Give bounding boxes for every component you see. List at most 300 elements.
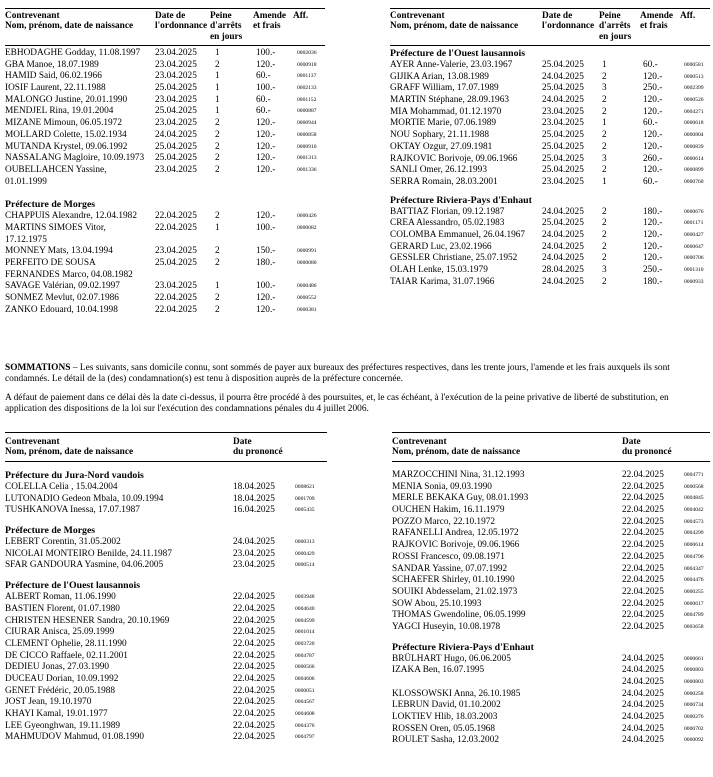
table-row <box>392 517 710 529</box>
row-peine: 2 <box>602 165 607 176</box>
row-date: 25.04.2025 <box>542 130 584 141</box>
row-aff: 0001152 <box>297 96 317 103</box>
table-header <box>5 437 327 461</box>
row-name: MUTANDA Krystel, 09.06.1992 <box>5 141 128 152</box>
row-name: MALONGO Justine, 20.01.1990 <box>5 94 128 105</box>
row-aff: 0008621 <box>295 484 315 490</box>
row-name: RAJKOVIC Borivoje, 09.06.1966 <box>392 540 520 551</box>
row-aff: 0000839 <box>684 143 704 150</box>
row-peine: 3 <box>602 265 607 275</box>
row-aff: 0004299 <box>684 530 704 537</box>
row-aff: 0000676 <box>684 208 704 215</box>
table-row <box>5 48 325 60</box>
row-aff: 0000568 <box>684 483 704 490</box>
row-date: 25.04.2025 <box>155 141 197 152</box>
spacer <box>5 188 325 199</box>
row-amende: 120.- <box>256 293 276 304</box>
table-row <box>5 674 327 686</box>
row-amende: 250.- <box>643 83 663 94</box>
row-name: CHAPPUIS Alexandre, 12.04.1982 <box>5 211 137 222</box>
row-date: 24.04.2025 <box>542 95 584 106</box>
row-amende: 180.- <box>643 206 663 217</box>
row-amende: 150.- <box>256 246 276 257</box>
table-row <box>390 265 710 277</box>
row-name: LEE Gyeonghwan, 19.11.1989 <box>5 720 121 731</box>
row-date: 23.04.2025 <box>233 548 275 559</box>
top-right-table <box>390 8 710 288</box>
row-amende: 100.- <box>256 48 276 58</box>
row-date: 22.04.2025 <box>622 610 664 621</box>
row-date: 25.04.2025 <box>542 165 584 176</box>
row-date: 18.04.2025 <box>233 493 275 504</box>
row-name: SANDAR Yassine, 07.07.1992 <box>392 563 508 574</box>
row-aff: 0001171 <box>684 220 704 227</box>
row-aff: 0002399 <box>684 85 704 92</box>
table-row <box>392 482 710 494</box>
row-aff: 0004771 <box>684 472 704 478</box>
row-name: SFAR GANDOURA Yasmine, 04.06.2005 <box>5 560 164 571</box>
table-row <box>5 305 325 317</box>
table-row <box>390 242 710 254</box>
header-date: Date de l'ordonnance <box>155 11 208 32</box>
table-row <box>5 106 325 118</box>
row-date: 24.04.2025 <box>542 241 584 252</box>
row-aff: 0000918 <box>297 61 317 68</box>
row-date: 23.04.2025 <box>542 118 584 129</box>
section-title-ouest: Préfecture de l'Ouest lausannois <box>5 580 141 592</box>
row-aff: 0001014 <box>295 629 315 636</box>
row-name: BATTIAZ Florian, 09.12.1987 <box>390 206 505 217</box>
row-date: 23.04.2025 <box>155 48 197 58</box>
row-name: CLEMENT Ophelie, 28.11.1990 <box>5 638 127 649</box>
row-peine: 1 <box>215 71 220 82</box>
row-name: NOU Sophary, 21.11.1988 <box>390 130 489 141</box>
table-row <box>392 622 710 634</box>
table-row <box>392 654 710 666</box>
row-peine: 3 <box>602 83 607 94</box>
row-name: SAVAGE Valérian, 09.02.1997 <box>5 281 120 292</box>
table-row <box>392 665 710 688</box>
row-aff: 0000381 <box>297 306 317 313</box>
row-aff: 0000426 <box>297 213 317 220</box>
row-aff: 0000933 <box>684 278 704 285</box>
row-aff: 0000899 <box>684 167 704 174</box>
row-date: 25.04.2025 <box>542 218 584 229</box>
row-aff: 0000803 <box>684 667 704 674</box>
row-name: GESSLER Christiane, 25.07.1952 <box>390 253 518 264</box>
table-row <box>5 505 327 517</box>
row-date: 23.04.2025 <box>155 71 197 82</box>
table-row <box>5 709 327 721</box>
table-header <box>392 437 710 461</box>
row-date: 24.04.2025 <box>622 700 664 711</box>
header-aff: Aff. <box>680 11 696 21</box>
row-name: SANLI Omer, 26.12.1993 <box>390 165 487 176</box>
row-name: COLELLA Celia , 15.04.2004 <box>5 482 118 492</box>
row-date: 23.04.2025 <box>155 59 197 70</box>
table-row <box>5 95 325 107</box>
row-date: 22.04.2025 <box>233 673 275 684</box>
row-amende: 60.- <box>643 118 658 129</box>
row-peine: 2 <box>215 141 220 152</box>
row-name: JOST Jean, 19.10.1970 <box>5 697 92 708</box>
row-amende: 60.- <box>643 176 658 187</box>
row-date: 22.04.2025 <box>622 563 664 574</box>
row-aff: 0004787 <box>295 652 315 659</box>
row-date: 23.04.2025 <box>155 281 197 292</box>
row-date: 24.04.2025 <box>542 276 584 287</box>
row-amende: 120.- <box>643 71 663 82</box>
row-amende: 260.- <box>643 153 663 164</box>
table-body <box>5 462 327 744</box>
row-aff: 0005435 <box>295 507 315 514</box>
bottom-left-table <box>5 432 327 744</box>
row-amende: 120.- <box>256 153 276 164</box>
row-peine: 1 <box>602 60 607 70</box>
spacer <box>392 634 710 642</box>
row-name: OKTAY Ozgur, 27.09.1981 <box>390 141 493 152</box>
table-row <box>5 651 327 663</box>
row-amende: 120.- <box>643 165 663 176</box>
row-name: SOUIKI Abdesselam, 21.02.1973 <box>392 586 518 597</box>
row-name: MARTINS SIMOES Vitor, 17.12.1975 <box>5 222 106 245</box>
row-peine: 1 <box>215 222 220 233</box>
table-row <box>5 118 325 130</box>
header-date: Date du prononcé <box>233 437 283 458</box>
table-row <box>392 552 710 564</box>
row-name: ROSSI Francesco, 09.08.1971 <box>392 551 505 562</box>
row-date: 22.04.2025 <box>622 540 664 551</box>
table-body <box>390 46 710 288</box>
table-row <box>392 724 710 736</box>
row-name: KLOSSOWSKI Anna, 26.10.1985 <box>392 688 521 699</box>
row-peine: 3 <box>602 153 607 164</box>
row-name: MORTIE Marie, 07.06.1989 <box>390 118 497 129</box>
table-row <box>5 293 325 305</box>
row-date: 23.04.2025 <box>155 246 197 257</box>
row-aff: 0000258 <box>684 690 704 697</box>
row-aff: 0004271 <box>684 108 704 115</box>
row-peine: 1 <box>602 176 607 187</box>
row-name: YAGCI Huseyin, 10.08.1978 <box>392 621 501 632</box>
row-aff: 0000427 <box>684 231 704 238</box>
row-name: MENDJEL Rina, 19.01.2004 <box>5 106 114 117</box>
header-amende: Amende et frais <box>640 11 674 32</box>
section-title-morges: Préfecture de Morges <box>5 525 96 537</box>
row-date: 22.04.2025 <box>622 575 664 586</box>
row-name: SOW Abou, 25.10.1993 <box>392 598 482 609</box>
row-amende: 60.- <box>643 60 658 70</box>
table-row <box>5 153 325 165</box>
row-date: 24.04.2025 <box>622 735 664 746</box>
table-row <box>390 83 710 95</box>
row-name: CHRISTEN HESENER Sandra, 20.10.1969 <box>5 615 170 626</box>
row-peine: 2 <box>602 253 607 264</box>
row-aff: 0000276 <box>684 714 704 721</box>
row-peine: 2 <box>215 59 220 70</box>
bottom-right-table <box>392 432 710 747</box>
row-name: POZZO Marco, 22.10.1972 <box>392 516 496 527</box>
row-date: 22.04.2025 <box>233 662 275 673</box>
row-aff: 0004476 <box>684 577 704 584</box>
row-name: CIURAR Anisca, 25.09.1999 <box>5 627 115 638</box>
table-row <box>5 165 325 188</box>
row-aff: 0002133 <box>297 85 317 92</box>
table-row <box>392 700 710 712</box>
row-aff: 0000661 <box>684 655 704 662</box>
row-aff: 0002036 <box>297 50 317 56</box>
row-aff: 0000513 <box>684 73 704 80</box>
row-aff: 0004796 <box>684 553 704 560</box>
row-name: MARZOCCHINI Nina, 31.12.1993 <box>392 470 525 480</box>
row-peine: 2 <box>215 293 220 304</box>
row-date: 22.04.2025 <box>622 621 664 632</box>
row-name: SERRA Romain, 28.03.2001 <box>390 176 498 187</box>
row-peine: 1 <box>215 94 220 105</box>
row-date-2: 24.04.2025 <box>622 677 664 687</box>
row-aff: 0000991 <box>297 248 317 255</box>
table-row <box>390 60 710 72</box>
row-date: 24.04.2025 <box>622 653 664 664</box>
row-amende: 120.- <box>256 211 276 222</box>
row-name: IOSIF Laurent, 22.11.1988 <box>5 83 106 94</box>
row-name: MAHMUDOV Mahmud, 01.08.1990 <box>5 732 145 743</box>
row-peine: 2 <box>602 141 607 152</box>
table-row <box>5 494 327 506</box>
row-name: GBA Manoe, 18.07.1989 <box>5 59 99 70</box>
table-row <box>392 735 710 747</box>
row-aff: 0004608 <box>295 711 315 717</box>
row-aff: 0000051 <box>295 687 315 694</box>
table-row <box>390 142 710 154</box>
row-date: 22.04.2025 <box>622 470 664 480</box>
row-name: OLAH Lenke, 15.03.1979 <box>390 265 488 275</box>
row-peine: 2 <box>602 71 607 82</box>
row-aff: 0000647 <box>684 243 704 250</box>
spacer <box>5 572 327 580</box>
row-aff: 0004606 <box>295 675 315 682</box>
row-date: 23.04.2025 <box>233 560 275 571</box>
table-row <box>5 697 327 709</box>
row-amende: 60.- <box>256 94 271 105</box>
row-amende: 120.- <box>643 229 663 240</box>
row-aff: 0001310 <box>684 267 704 273</box>
row-peine: 2 <box>215 129 220 140</box>
row-aff: 0001313 <box>297 155 317 162</box>
row-date: 18.04.2025 <box>233 482 275 492</box>
row-date: 22.04.2025 <box>233 615 275 626</box>
row-date: 22.04.2025 <box>233 627 275 638</box>
row-amende: 120.- <box>256 141 276 152</box>
table-row <box>5 223 325 246</box>
table-row <box>390 230 710 242</box>
table-row <box>390 165 710 177</box>
table-row <box>5 211 325 223</box>
row-name: KHAYI Kamal, 19.01.1977 <box>5 709 108 719</box>
table-row <box>390 277 710 289</box>
row-aff: 0000092 <box>684 737 704 744</box>
row-aff: 0000706 <box>684 255 704 262</box>
table-row <box>390 107 710 119</box>
row-name: MIA Mohammad, 01.12.1970 <box>390 106 502 117</box>
row-date: 25.04.2025 <box>155 153 197 164</box>
row-aff: 0000526 <box>684 97 704 104</box>
row-peine: 1 <box>215 106 220 117</box>
header-aff: Aff. <box>293 11 309 21</box>
row-amende: 120.- <box>256 129 276 140</box>
row-aff: 0004376 <box>295 722 315 729</box>
row-name: LUTONADIO Gedeon Mbala, 10.09.1994 <box>5 493 164 504</box>
row-date: 22.04.2025 <box>622 586 664 597</box>
table-row <box>392 564 710 576</box>
table-row <box>392 470 710 482</box>
table-row <box>5 616 327 628</box>
row-amende: 120.- <box>256 164 276 175</box>
row-name: TUSHKANOVA Inessa, 17.07.1987 <box>5 505 140 516</box>
table-row <box>390 207 710 219</box>
table-row <box>5 142 325 154</box>
row-date: 25.04.2025 <box>542 141 584 152</box>
row-amende: 120.- <box>256 118 276 129</box>
row-amende: 120.- <box>643 130 663 141</box>
row-name: BRÜLHART Hugo, 06.06.2005 <box>392 653 511 664</box>
row-aff: 0001137 <box>297 73 317 80</box>
row-amende: 180.- <box>256 258 276 269</box>
row-aff: 0000080 <box>297 260 317 267</box>
row-name: GENET Frédéric, 20.05.1988 <box>5 685 116 696</box>
table-body <box>392 462 710 747</box>
row-name: GERARD Luc, 23.02.1966 <box>390 241 492 252</box>
table-row <box>392 610 710 622</box>
row-aff: 0000614 <box>684 155 704 162</box>
table-row <box>390 253 710 265</box>
row-date: 22.04.2025 <box>622 528 664 539</box>
row-aff: 0000255 <box>684 588 704 595</box>
row-name: RAJKOVIC Borivoje, 09.06.1966 <box>390 153 518 164</box>
section-title-jura: Préfecture du Jura-Nord vaudois <box>5 470 144 481</box>
row-aff: 0004567 <box>295 699 315 706</box>
row-aff: 0000429 <box>295 550 315 557</box>
row-aff: 0000552 <box>297 295 317 302</box>
sommations-title: SOMMATIONS <box>5 363 71 373</box>
row-peine: 2 <box>215 118 220 129</box>
row-date: 24.04.2025 <box>155 129 197 140</box>
row-aff: 0000702 <box>684 725 704 732</box>
row-name: THOMAS Gwendoline, 06.05.1999 <box>392 610 526 621</box>
row-peine: 2 <box>215 304 220 315</box>
row-date: 23.04.2025 <box>542 106 584 117</box>
row-date: 22.04.2025 <box>233 720 275 731</box>
row-name: LEBRUN David, 01.10.2002 <box>392 700 501 711</box>
row-date: 22.04.2025 <box>622 493 664 504</box>
row-aff: 0000734 <box>684 702 704 709</box>
row-aff: 0004042 <box>684 507 704 514</box>
row-peine: 2 <box>602 241 607 252</box>
table-row <box>5 604 327 616</box>
row-name: BASTIEN Florent, 01.07.1980 <box>5 603 120 614</box>
table-row <box>392 493 710 505</box>
row-name: MONNEY Mats, 13.04.1994 <box>5 246 113 257</box>
table-row <box>5 130 325 142</box>
row-date: 25.04.2025 <box>155 106 197 117</box>
row-amende: 120.- <box>643 253 663 264</box>
row-peine: 2 <box>215 153 220 164</box>
row-name: MARTIN Stéphane, 28.09.1963 <box>390 95 509 106</box>
table-row <box>392 599 710 611</box>
row-aff: 0000910 <box>297 143 317 150</box>
table-row <box>390 154 710 166</box>
table-row <box>5 258 325 281</box>
row-peine: 2 <box>602 276 607 287</box>
row-name: PERFEITO DE SOUSA FERNANDES Marco, 04.08.1982 <box>5 258 133 280</box>
row-aff: 0004845 <box>684 495 704 502</box>
row-aff: 0004797 <box>295 734 315 741</box>
spacer <box>5 517 327 525</box>
row-amende: 120.- <box>643 218 663 229</box>
row-aff: 0000617 <box>684 600 704 607</box>
top-rule <box>5 8 325 9</box>
row-aff: 0000804 <box>684 132 704 139</box>
row-name: GIJIKA Arian, 13.08.1989 <box>390 71 489 82</box>
table-row <box>5 60 325 72</box>
row-aff-2: 0000803 <box>684 679 704 685</box>
row-date: 25.04.2025 <box>542 60 584 70</box>
table-row <box>5 732 327 744</box>
row-date: 25.04.2025 <box>155 258 197 269</box>
row-name: COLOMBA Emmanuel, 26.04.1967 <box>390 229 526 240</box>
row-name: LOKTIEV Hlib, 18.03.2003 <box>392 712 498 723</box>
row-date: 16.04.2025 <box>233 505 275 516</box>
row-aff: 0004573 <box>684 518 704 525</box>
table-row <box>392 712 710 724</box>
row-name: OUCHEN Hakim, 16.11.1979 <box>392 505 505 516</box>
row-date: 28.04.2025 <box>542 265 584 275</box>
table-row <box>392 528 710 540</box>
row-date: 22.04.2025 <box>233 697 275 708</box>
row-aff: 0004789 <box>684 612 704 619</box>
row-name: ROSSEN Oren, 05.05.1968 <box>392 723 496 734</box>
header-name: Contrevenant Nom, prénom, date de naissance <box>390 11 519 32</box>
table-row <box>390 130 710 142</box>
table-row <box>390 95 710 107</box>
row-aff: 0000760 <box>684 178 704 185</box>
table-row <box>390 177 710 189</box>
table-row <box>390 118 710 130</box>
row-peine: 1 <box>215 48 220 58</box>
row-aff: 0003658 <box>684 623 704 630</box>
row-name: MIZANE Mimoun, 06.05.1972 <box>5 118 122 129</box>
table-row <box>5 560 327 572</box>
row-name: LEBERT Corentin, 31.05.2002 <box>5 537 121 548</box>
row-aff: 0003720 <box>295 640 315 647</box>
row-name: DEDIEU Jonas, 27.03.1990 <box>5 662 110 673</box>
header-name: Contrevenant Nom, prénom, date de naissance <box>392 437 521 458</box>
table-row <box>5 281 325 293</box>
table-row <box>5 83 325 95</box>
table-row <box>5 482 327 494</box>
top-left-table <box>5 8 325 316</box>
row-aff: 0000944 <box>297 120 317 127</box>
row-name: MERLE BEKAKA Guy, 08.01.1993 <box>392 493 529 504</box>
row-date: 22.04.2025 <box>233 603 275 614</box>
table-row <box>5 549 327 561</box>
row-name: EBHODAGHE Godday, 11.08.1997 <box>5 48 141 58</box>
row-peine: 2 <box>215 211 220 222</box>
row-amende: 120.- <box>643 241 663 252</box>
table-row <box>392 575 710 587</box>
table-row <box>392 587 710 599</box>
row-amende: 100.- <box>256 281 276 292</box>
